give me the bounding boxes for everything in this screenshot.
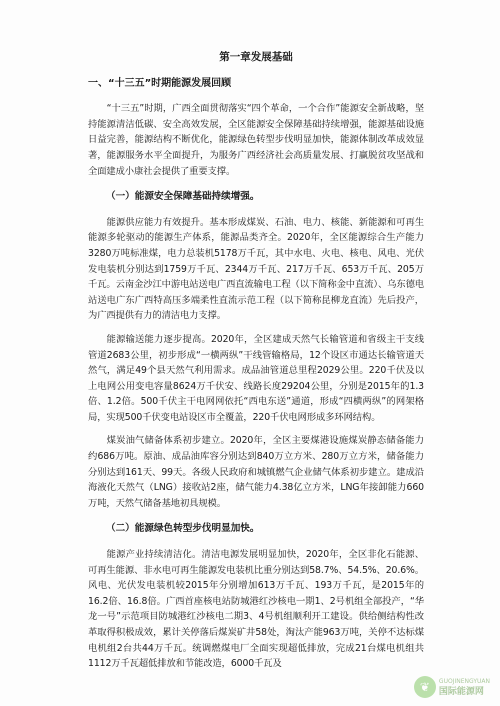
watermark-text [439,677,490,697]
leaf-logo-icon: ❦ [414,676,436,698]
chapter-title: 第一章发展基础 [219,51,293,63]
storage-paragraph: 煤炭油气储备体系初步建立。2020年，全区主要煤港设施煤炭静态储备能力约686万吨。原油、成品油库容分别达到840万立方米、280万立方米，储备能力分别达到161天、99天。各级人民政府和城镇燃气企业储气体系初步建立。建成沿海液化天然气（LNG）接收站2座，储气能力4.38亿立方米，LNG年接卸能力660万吨，天然气储备基地初具规模。 [88,435,424,509]
watermark [414,676,490,698]
clean-paragraph: 能源产业持续清洁化。清洁电源发展明显加快，2020年，全区非化石能源、可再生能源、非水电可再生能源发电装机比重分别达到58.7%、54.5%、20.6%。风电、光伏发电装机较2015年分别增加613万千瓦、193万千瓦，是2015年的16.2倍、16.8倍。广西首座核电站防城港红沙核电一期1、2号机组全部投产，“华龙一号”示范项目防城港红沙核电二期3、4号机组顺利开工建设。供给侧结构性改革取得积极成效，累计关停落后煤炭矿井58处，淘汰产能963万吨，关停不达标煤电机组2台共44万千瓦。统调燃煤电厂全面实现超低排放，完成21台煤电机组共1112万千瓦超低排放和节能改造，6000千瓦及 [88,549,424,670]
section-title: 一、“十三五”时期能源发展回顾 [88,77,232,89]
supply-paragraph: 能源供应能力有效提升。基本形成煤炭、石油、电力、核能、新能源和可再生能源多轮驱动的能源生产体系，能源品类齐全。2020年，全区能源综合生产能力3280万吨标准煤，电力总装机5178万千瓦，其中水电、火电、核电、风电、光伏发电装机分别达到1759万千瓦、2344万千瓦、217万千瓦、653万千瓦、205万千瓦。云南金沙江中游电站送电广西直流输电工程（以下简称金中直流）、乌东德电站送电广东广西特高压多端柔性直流示范工程（以下简称昆柳龙直流）先后投产，为广西提供有力的清洁电力支撑。 [88,216,424,322]
document-content [88,50,424,680]
watermark-bottom-text: 国际能源网 [438,687,484,697]
watermark-top-text: GUOJINENGYUAN [438,678,490,685]
subsection-title-security: （一）能源安全保障基础持续增强。 [106,191,260,203]
subsection-title-green: （二）能源绿色转型步伐明显加快。 [106,523,260,535]
intro-paragraph: “十三五”时期，广西全面贯彻落实“四个革命，一个合作”能源安全新战略，坚持能源清洁低碳、安全高效发展，全区能源安全保障基础持续增强，能源基础设施日益完善，能源结构不断优化，能源绿色转型步伐明显加快，能源体制改革成效显著，能源服务水平全面提升，为服务广西经济社会高质量发展、打赢脱贫攻坚战和全面建成小康社会提供了重要支撑。 [88,103,424,177]
transport-paragraph: 能源输送能力逐步提高。2020年，全区建成天然气长输管道和省级主干支线管道2683公里，初步形成“一横两纵”干线管输格局，12个设区市通达长输管道天然气，满足49个县天然气利用需求。成品油管道总里程2029公里。220千伏及以上电网公用变电容量8624万千伏安、线路长度29204公里，分别是2015年的1.3倍、1.2倍。500千伏主干电网网依托“西电东送”通道，形成“四横两纵”的网架格局，实现500千伏变电站设区市全覆盖，220千伏电网形成多环网结构。 [88,333,424,423]
